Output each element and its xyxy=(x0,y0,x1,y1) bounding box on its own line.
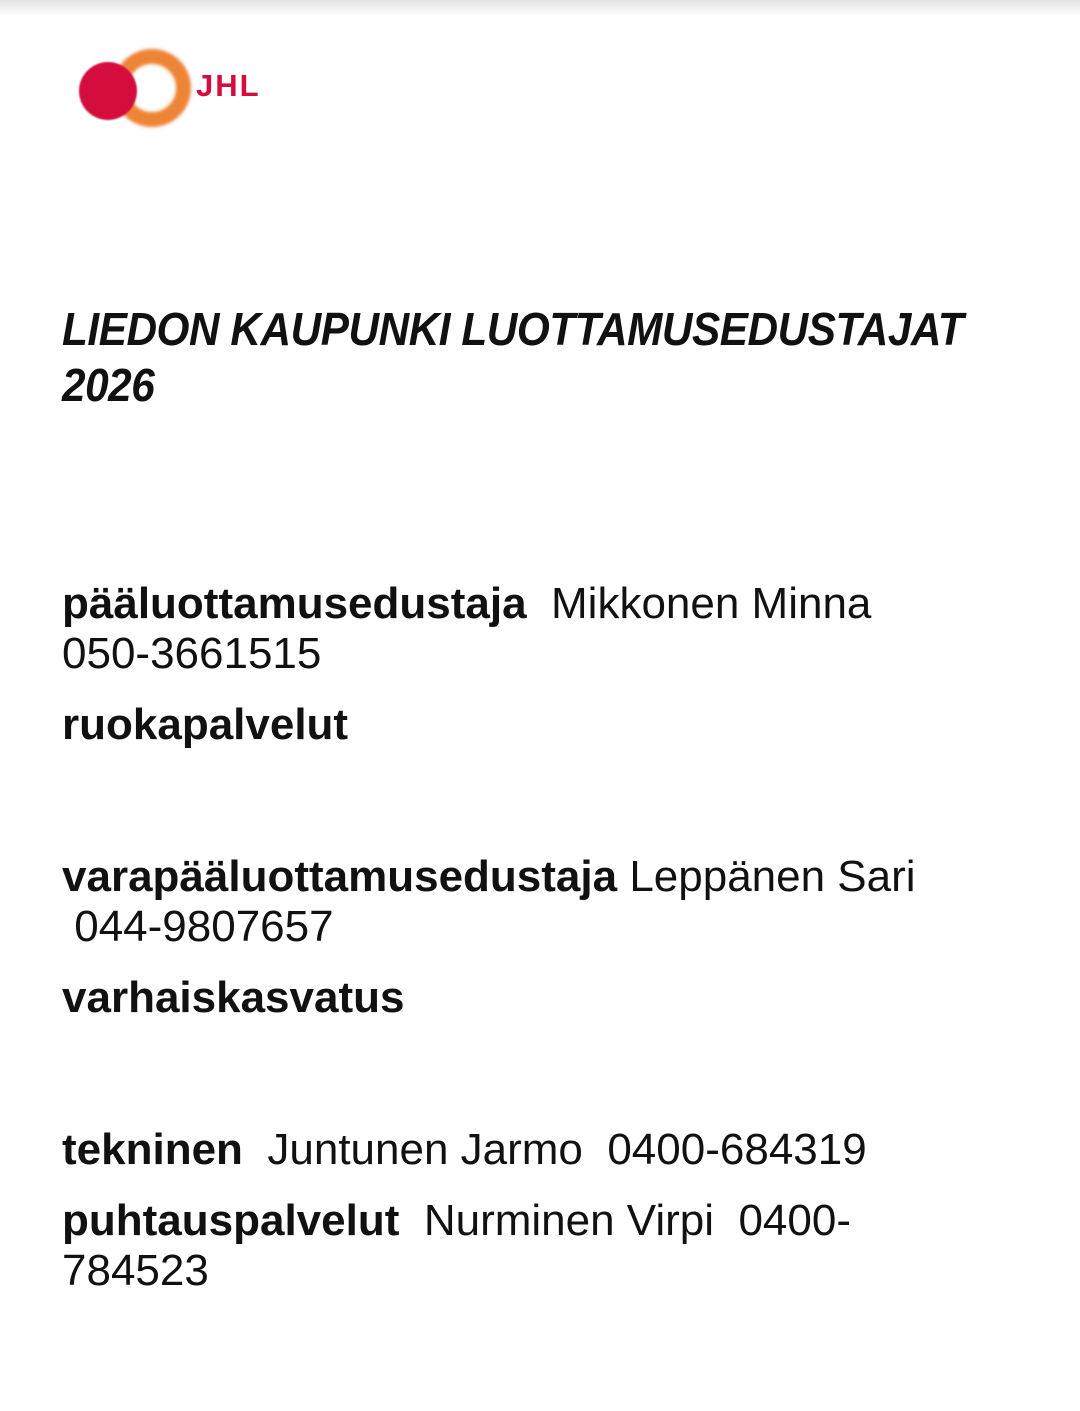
document-title xyxy=(62,301,963,413)
jhl-logo xyxy=(0,0,340,170)
text-line xyxy=(62,1125,1027,1175)
contact-text: Nurminen Virpi 0400- xyxy=(399,1196,851,1245)
jhl-dot-icon xyxy=(79,62,137,120)
text-line xyxy=(62,700,1027,750)
role-label: varapääluottamusedustaja xyxy=(62,852,618,901)
contact-paragraph-ruokapalvelut xyxy=(62,700,1027,750)
role-label: ruokapalvelut xyxy=(62,700,349,749)
contact-paragraph-tekninen xyxy=(62,1125,1027,1175)
role-label: puhtauspalvelut xyxy=(62,1196,400,1245)
text-line xyxy=(62,1196,1027,1246)
contact-paragraph-paaluottamusedustaja xyxy=(62,579,1027,679)
contact-text: 784523 xyxy=(62,1246,209,1295)
contact-text: 044-9807657 xyxy=(62,902,334,951)
text-line xyxy=(62,629,1027,679)
contact-text: Mikkonen Minna xyxy=(526,579,872,628)
text-line xyxy=(62,1246,1027,1296)
role-label: varhaiskasvatus xyxy=(62,973,405,1022)
role-label: tekninen xyxy=(62,1125,243,1174)
contact-paragraph-puhtauspalvelut xyxy=(62,1196,1027,1296)
text-line xyxy=(62,902,1027,952)
text-line xyxy=(62,852,1027,902)
contact-text: Leppänen Sari xyxy=(617,852,916,901)
role-label: pääluottamusedustaja xyxy=(62,579,527,628)
text-line xyxy=(62,973,1027,1023)
jhl-wordmark: JHL xyxy=(196,68,261,103)
title-line-2: 2026 xyxy=(62,359,155,411)
contact-text: Juntunen Jarmo 0400-684319 xyxy=(242,1125,867,1174)
contact-paragraph-varapaaluottamusedustaja xyxy=(62,852,1027,952)
text-line xyxy=(62,579,1027,629)
contact-paragraph-varhaiskasvatus xyxy=(62,973,1027,1023)
title-line-1: LIEDON KAUPUNKI LUOTTAMUSEDUSTAJAT xyxy=(62,303,964,355)
contact-text: 050-3661515 xyxy=(62,629,322,678)
contact-list xyxy=(62,579,1027,1317)
